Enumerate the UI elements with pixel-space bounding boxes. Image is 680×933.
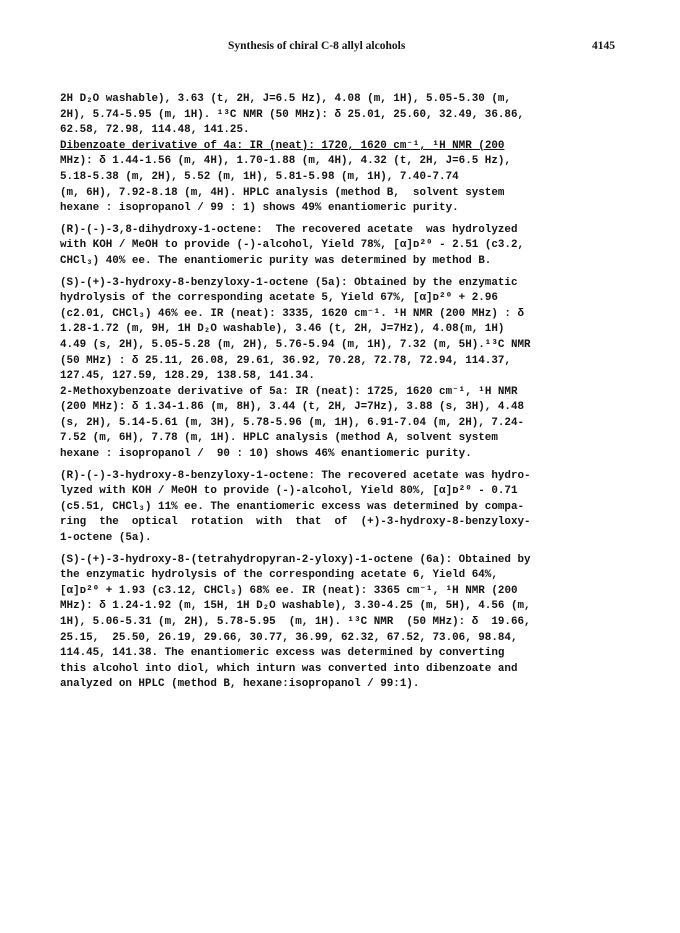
text-line: 1.28-1.72 (m, 9H, 1H D₂O washable), 3.46 (t, 2H, J=7Hz), 4.08(m, 1H) [60,323,505,336]
running-title: Synthesis of chiral C-8 allyl alcohols [228,40,406,52]
running-header [60,40,615,56]
text-line: lyzed with KOH / MeOH to provide (-)-alcohol, Yield 80%, [α]ᴅ²⁰ - 0.71 [60,485,518,498]
text-line: (m, 6H), 7.92-8.18 (m, 4H). HPLC analysis (method B, solvent system [60,186,505,199]
paragraph-r-dihydroxy-octene [60,223,615,270]
text-line: (S)-(+)-3-hydroxy-8-(tetrahydropyran-2-yloxy)-1-octene (6a): Obtained by [60,553,531,566]
text-line: [α]ᴅ²⁰ + 1.93 (c3.12, CHCl₃) 68% ee. IR (neat): 3365 cm⁻¹, ¹H NMR (200 [60,584,518,597]
text-line: Dibenzoate derivative of 4a: IR (neat): 1720, 1620 cm⁻¹, ¹H NMR (200 [60,139,505,152]
article-body [60,92,615,693]
text-line: 1H), 5.06-5.31 (m, 2H), 5.78-5.95 (m, 1H). ¹³C NMR (50 MHz): δ 19.66, [60,616,531,628]
text-line: hexane : isopropanol / 90 : 10) shows 46% enantiomeric purity. [60,448,472,461]
text-line: with KOH / MeOH to provide (-)-alcohol, Yield 78%, [α]ᴅ²⁰ - 2.51 (c3.2, [60,239,525,252]
text-line: 1-octene (5a). [60,532,152,545]
text-line: 25.15, 25.50, 26.19, 29.66, 30.77, 36.99, 62.32, 67.52, 73.06, 98.84, [60,631,518,644]
text-line: MHz): δ 1.24-1.92 (m, 15H, 1H D₂O washable), 3.30-4.25 (m, 5H), 4.56 (m, [60,600,531,613]
text-line: 127.45, 127.59, 128.29, 138.58, 141.34. [60,370,315,383]
text-line: 2H), 5.74-5.95 (m, 1H). ¹³C NMR (50 MHz): δ 25.01, 25.60, 32.49, 36.86, [60,108,525,121]
text-line: (S)-(+)-3-hydroxy-8-benzyloxy-1-octene (5a): Obtained by the enzymatic [60,276,518,289]
text-line: 2-Methoxybenzoate derivative of 5a: IR (neat): 1725, 1620 cm⁻¹, ¹H NMR [60,385,518,398]
text-line: 7.52 (m, 6H), 7.78 (m, 1H). HPLC analysis (method A, solvent system [60,432,498,445]
text-line: analyzed on HPLC (method B, hexane:isopropanol / 99:1). [60,678,420,691]
text-line: 114.45, 141.38. The enantiomeric excess was determined by converting [60,647,505,660]
paragraph-6a [60,553,615,693]
text-line: (50 MHz) : δ 25.11, 26.08, 29.61, 36.92, 70.28, 72.78, 72.94, 114.37, [60,354,511,367]
paragraph-5a [60,276,615,463]
text-line: (R)-(-)-3-hydroxy-8-benzyloxy-1-octene: The recovered acetate was hydro- [60,469,531,482]
text-line: ring the optical rotation with that of (+)-3-hydroxy-8-benzyloxy- [60,516,531,529]
text-line: (c5.51, CHCl₃) 11% ee. The enantiomeric excess was determined by compa- [60,500,525,513]
text-line: MHz): δ 1.44-1.56 (m, 4H), 1.70-1.88 (m, 4H), 4.32 (t, 2H, J=6.5 Hz), [60,155,511,168]
text-line: (c2.01, CHCl₃) 46% ee. IR (neat): 3335, 1620 cm⁻¹. ¹H NMR (200 MHz) : δ [60,307,525,320]
text-line: hexane : isopropanol / 99 : 1) shows 49% enantiomeric purity. [60,202,459,215]
paragraph-4a-data [60,92,615,217]
paragraph-r-benzyloxy-octene [60,469,615,547]
text-line: 62.58, 72.98, 114.48, 141.25. [60,124,250,137]
text-line: 5.18-5.38 (m, 2H), 5.52 (m, 1H), 5.81-5.98 (m, 1H), 7.40-7.74 [60,170,459,183]
text-line: (s, 2H), 5.14-5.61 (m, 3H), 5.78-5.96 (m, 1H), 6.91-7.04 (m, 2H), 7.24- [60,416,525,429]
text-line: (200 MHz): δ 1.34-1.86 (m, 8H), 3.44 (t, 2H, J=7Hz), 3.88 (s, 3H), 4.48 [60,401,525,414]
text-line: CHCl₃) 40% ee. The enantiomeric purity was determined by method B. [60,254,492,267]
text-line: the enzymatic hydrolysis of the corresponding acetate 6, Yield 64%, [60,569,498,582]
text-line: 2H D₂O washable), 3.63 (t, 2H, J=6.5 Hz), 4.08 (m, 1H), 5.05-5.30 (m, [60,93,511,105]
text-line: 4.49 (s, 2H), 5.05-5.28 (m, 2H), 5.76-5.94 (m, 1H), 7.32 (m, 5H).¹³C NMR [60,338,531,351]
text-line: (R)-(-)-3,8-dihydroxy-1-octene: The recovered acetate was hydrolyzed [60,223,518,236]
page-number: 4145 [592,40,615,52]
text-line: hydrolysis of the corresponding acetate 5, Yield 67%, [α]ᴅ²⁰ + 2.96 [60,292,498,305]
text-line: this alcohol into diol, which inturn was converted into dibenzoate and [60,662,518,675]
